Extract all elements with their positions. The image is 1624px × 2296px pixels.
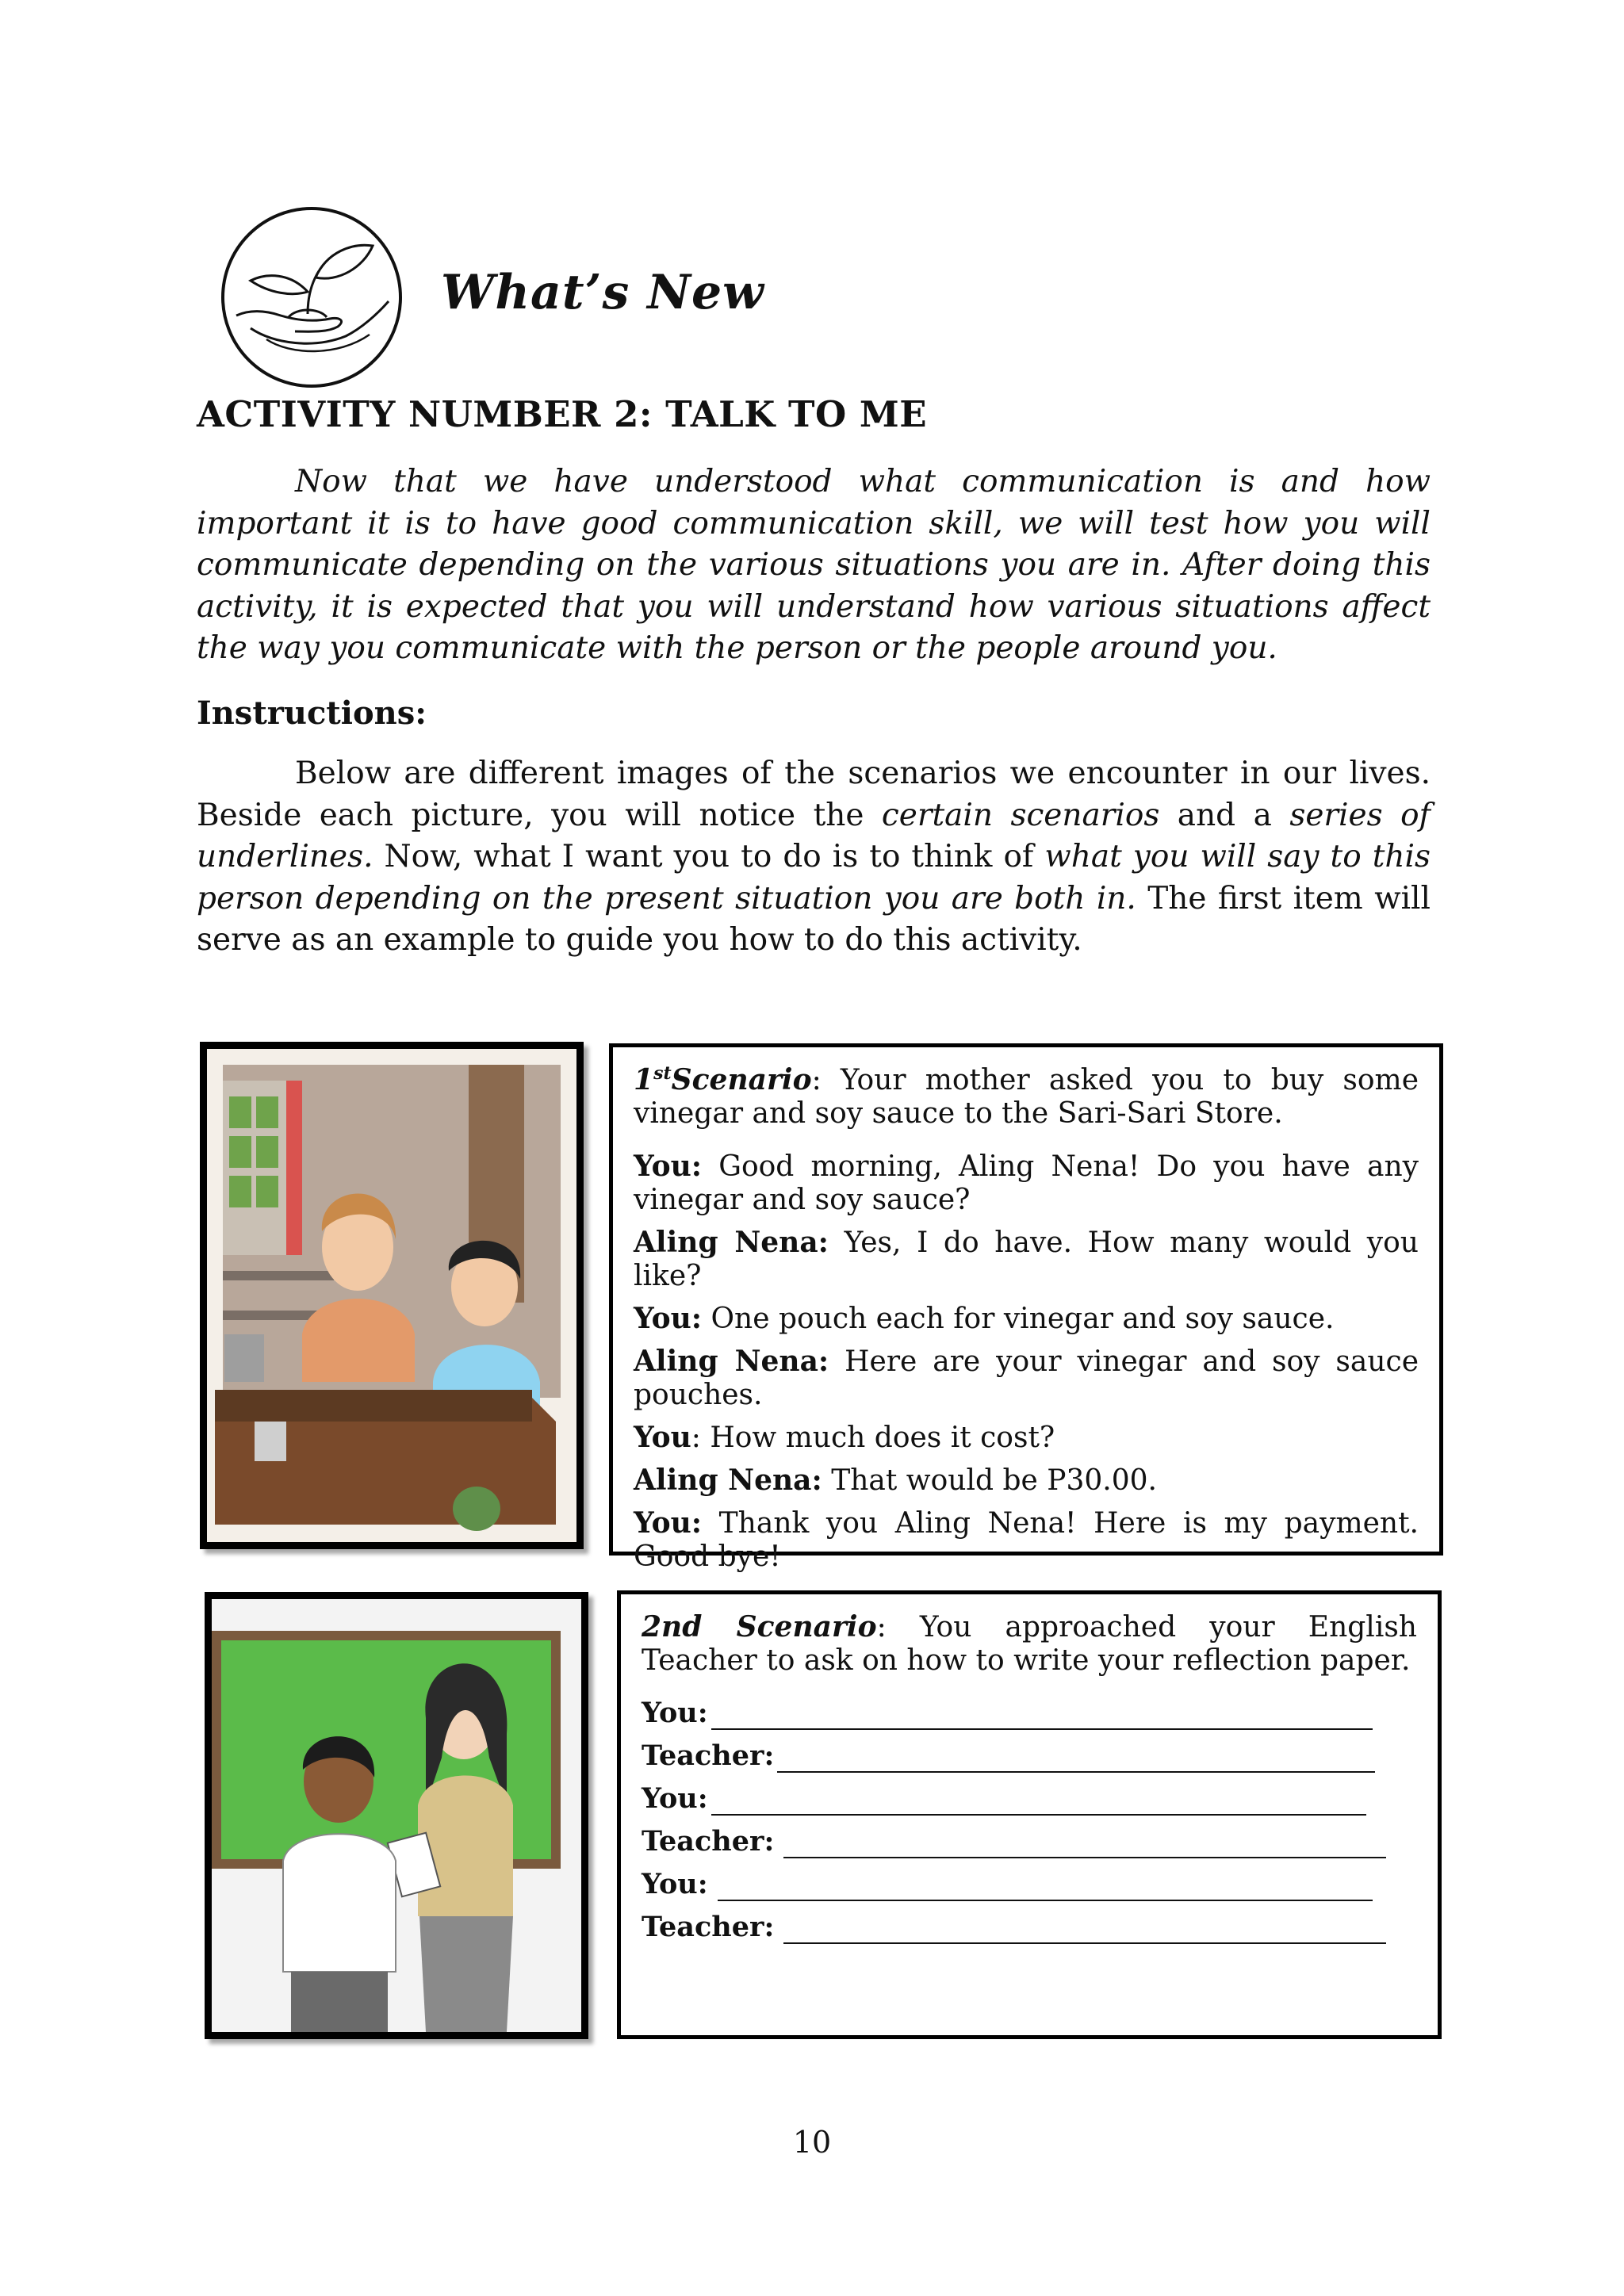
page-number: 10 [792, 2125, 832, 2160]
scenario-1-description: 1stScenario: Your mother asked you to buy some vinegar and soy sauce to the Sari-Sari Store. [634, 1063, 1419, 1130]
instructions-paragraph: Below are different images of the scenarios we encounter in our lives. Beside each picture, you will notice the certain scenarios and a series of underlines. Now, what I want you to do is to think of what you will say to this person depending on the present situation you are both in. The first item will serve as an example to guide you how to do this activity. [197, 756, 1431, 958]
dialogue-line: You: How much does it cost? [634, 1421, 1055, 1454]
intro-paragraph: Now that we have understood what communication is and how important it is to have good communication skill, we will test how you will communicate depending on the various situations you are in. After doing this activity, it is expected that you will understand how various situations affect the way you communicate with the person or the people around you. [197, 464, 1431, 666]
dialogue-line: You: Thank you Aling Nena! Here is my payment. Good bye! [634, 1506, 1419, 1573]
classroom-scene-illustration [205, 1592, 588, 2039]
answer-line[interactable]: Teacher: [642, 1825, 1417, 1858]
dialogue-line: You: One pouch each for vinegar and soy sauce. [634, 1302, 1335, 1335]
answer-line[interactable]: You: [642, 1782, 1417, 1816]
dialogue-line: Aling Nena: Here are your vinegar and soy sauce pouches. [634, 1345, 1419, 1411]
answer-line[interactable]: Teacher: [642, 1739, 1417, 1773]
scenario-1-box [609, 1043, 1443, 1573]
answer-line[interactable]: You: [642, 1868, 1417, 1901]
section-title: What’s New [441, 265, 764, 320]
dialogue-line: Aling Nena: Yes, I do have. How many would you like? [634, 1226, 1419, 1292]
dialogue-line: Aling Nena: That would be P30.00. [634, 1464, 1157, 1497]
instructions-heading: Instructions: [197, 695, 427, 732]
scenario-2-description: 2nd Scenario: You approached your English Teacher to ask on how to write your reflection paper. [642, 1610, 1417, 1677]
scenario-2-box [617, 1590, 1442, 2039]
dialogue-line: You: Good morning, Aling Nena! Do you have any vinegar and soy sauce? [634, 1150, 1419, 1216]
answer-line[interactable]: You: [642, 1697, 1417, 1730]
store-scene-illustration [200, 1042, 584, 1549]
answer-line[interactable]: Teacher: [642, 1911, 1417, 1944]
seedling-in-hand-icon [219, 205, 404, 390]
activity-title: ACTIVITY NUMBER 2: TALK TO ME [197, 393, 928, 435]
